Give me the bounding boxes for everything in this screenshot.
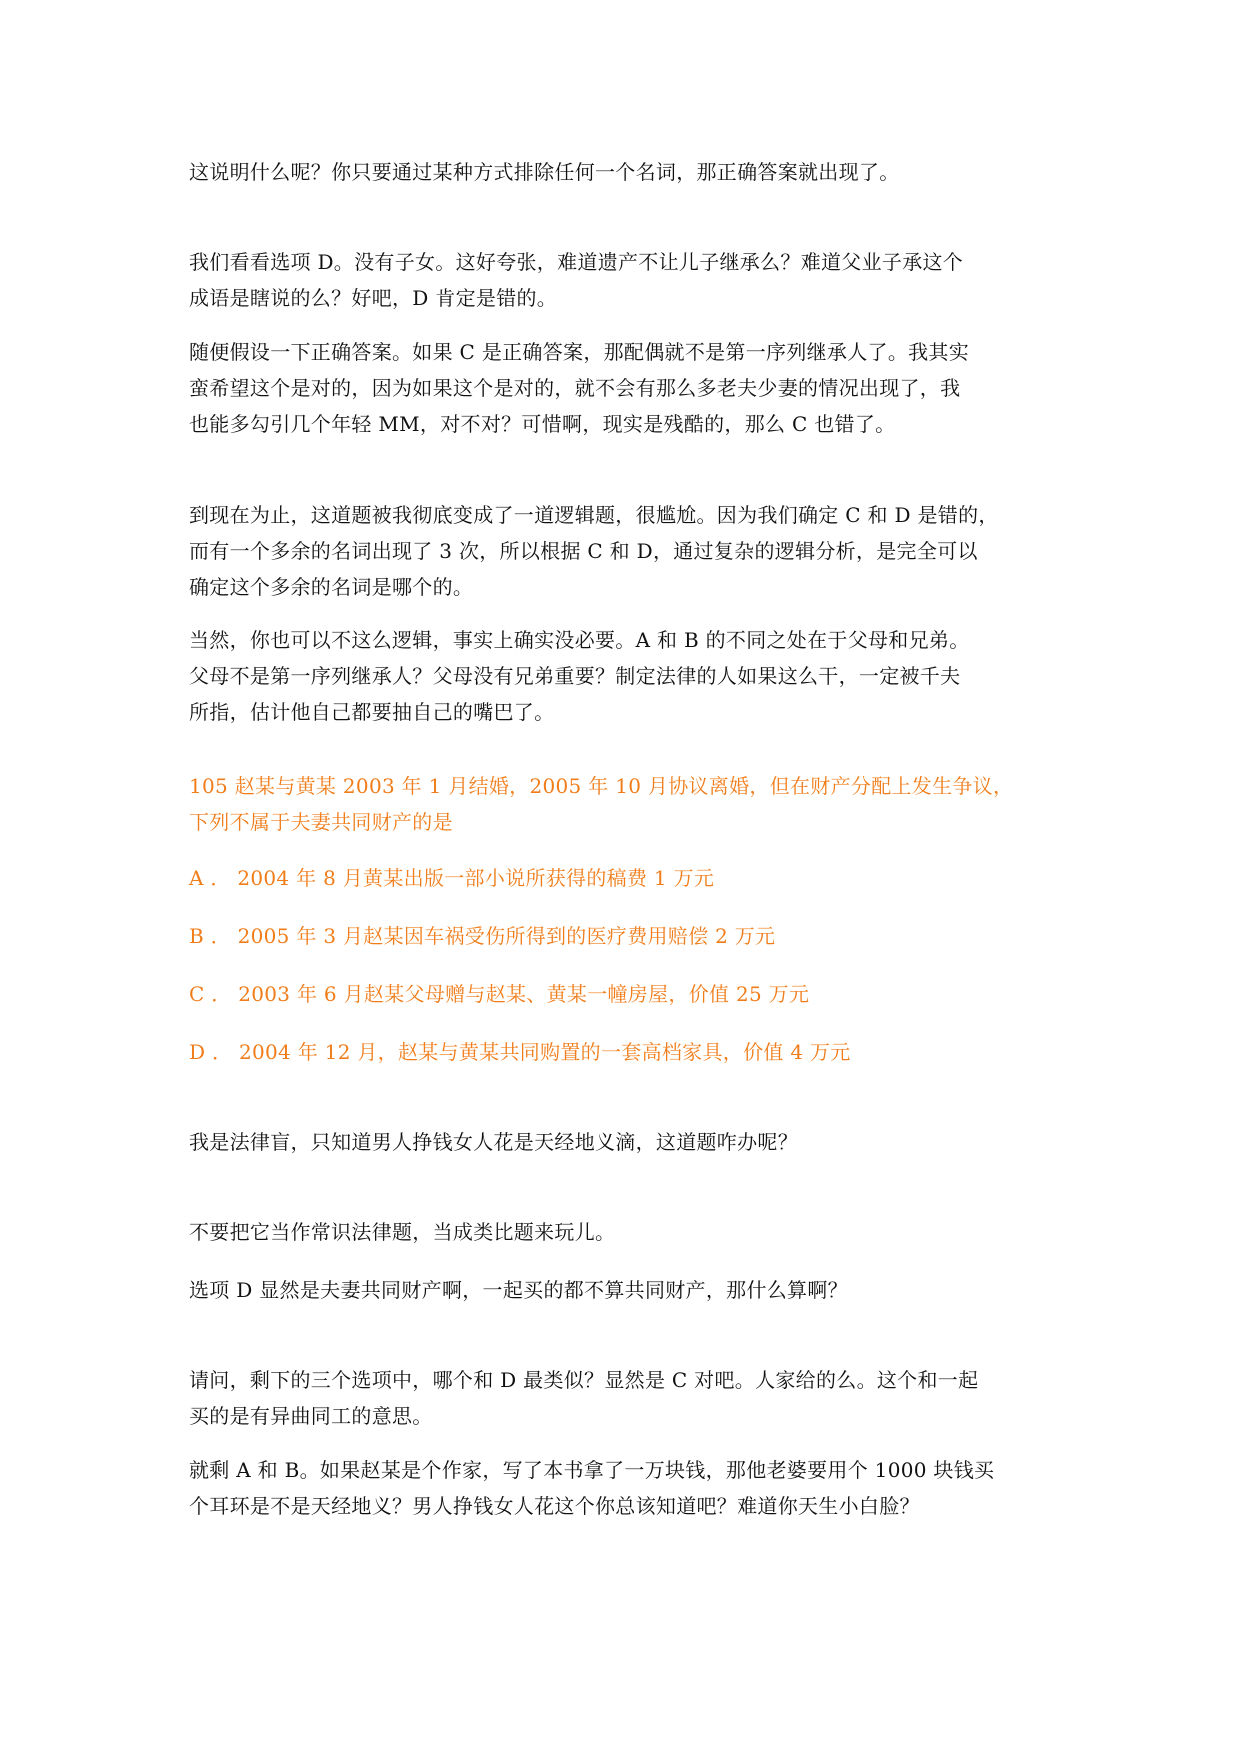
text-line: 不要把它当作常识法律题，当成类比题来玩儿。 — [189, 1220, 616, 1244]
answer-option-a — [189, 860, 1055, 896]
paragraph-conclusion — [189, 154, 1055, 190]
text-line: 当然，你也可以不这么逻辑，事实上确实没必要。A 和 B 的不同之处在于父母和兄弟。 — [189, 628, 970, 652]
text-line: 所指，估计他自己都要抽自己的嘴巴了。 — [189, 700, 555, 724]
text-line: 下列不属于夫妻共同财产的是 — [189, 810, 453, 834]
text-line: 选项 D 显然是夫妻共同财产啊，一起买的都不算共同财产，那什么算啊？ — [189, 1278, 848, 1302]
answer-option-d — [189, 1034, 1055, 1070]
text-line: D ． 2004 年 12 月，赵某与黄某共同购置的一套高档家具，价值 4 万元 — [189, 1040, 851, 1064]
text-line: 确定这个多余的名词是哪个的。 — [189, 575, 474, 599]
text-line: C ． 2003 年 6 月赵某父母赠与赵某、黄某一幢房屋，价值 25 万元 — [189, 982, 810, 1006]
text-line: 这说明什么呢？你只要通过某种方式排除任何一个名词，那正确答案就出现了。 — [189, 160, 900, 184]
text-line: 随便假设一下正确答案。如果 C 是正确答案，那配偶就不是第一序列继承人了。我其实 — [189, 340, 970, 364]
text-line: 到现在为止，这道题被我彻底变成了一道逻辑题，很尴尬。因为我们确定 C 和 D 是错的， — [189, 503, 999, 527]
text-line: 请问，剩下的三个选项中，哪个和 D 最类似？显然是 C 对吧。人家给的么。这个和一起 — [189, 1368, 979, 1392]
text-line: A ． 2004 年 8 月黄某出版一部小说所获得的稿费 1 万元 — [189, 866, 715, 890]
text-line: 我是法律盲，只知道男人挣钱女人花是天经地义滴，这道题咋办呢？ — [189, 1130, 798, 1154]
text-line: 买的是有异曲同工的意思。 — [189, 1404, 433, 1428]
paragraph-option-c-analysis — [189, 334, 1055, 442]
paragraph-legal-novice — [189, 1124, 1055, 1160]
paragraph-option-d-analysis — [189, 244, 1055, 316]
text-line: 105 赵某与黄某 2003 年 1 月结婚，2005 年 10 月协议离婚，但在财产分配上发生争议， — [189, 774, 1014, 798]
text-line: 而有一个多余的名词出现了 3 次，所以根据 C 和 D，通过复杂的逻辑分析，是完全可以 — [189, 539, 978, 563]
text-line: 就剩 A 和 B。如果赵某是个作家，写了本书拿了一万块钱，那他老婆要用个 1000 块钱买 — [189, 1458, 995, 1482]
paragraph-logic-reasoning — [189, 497, 1055, 605]
paragraph-parents-siblings — [189, 622, 1055, 730]
question-105 — [189, 768, 1055, 840]
text-line: 我们看看选项 D。没有子女。这好夸张，难道遗产不让儿子继承么？难道父业子承这个 — [189, 250, 964, 274]
answer-option-c — [189, 976, 1055, 1012]
text-line: B ． 2005 年 3 月赵某因车祸受伤所得到的医疗费用赔偿 2 万元 — [189, 924, 776, 948]
text-line: 也能多勾引几个年轻 MM，对不对？可惜啊，现实是残酷的，那么 C 也错了。 — [189, 412, 896, 436]
text-line: 蛮希望这个是对的，因为如果这个是对的，就不会有那么多老夫少妻的情况出现了，我 — [189, 376, 961, 400]
paragraph-option-d-property — [189, 1272, 1055, 1308]
paragraph-a-and-b — [189, 1452, 1055, 1524]
text-line: 父母不是第一序列继承人？父母没有兄弟重要？制定法律的人如果这么干，一定被千夫 — [189, 664, 961, 688]
paragraph-most-similar — [189, 1362, 1055, 1434]
answer-option-b — [189, 918, 1055, 954]
text-line: 成语是瞎说的么？好吧，D 肯定是错的。 — [189, 286, 558, 310]
paragraph-analogy-hint — [189, 1214, 1055, 1250]
text-line: 个耳环是不是天经地义？男人挣钱女人花这个你总该知道吧？难道你天生小白脸？ — [189, 1494, 920, 1518]
